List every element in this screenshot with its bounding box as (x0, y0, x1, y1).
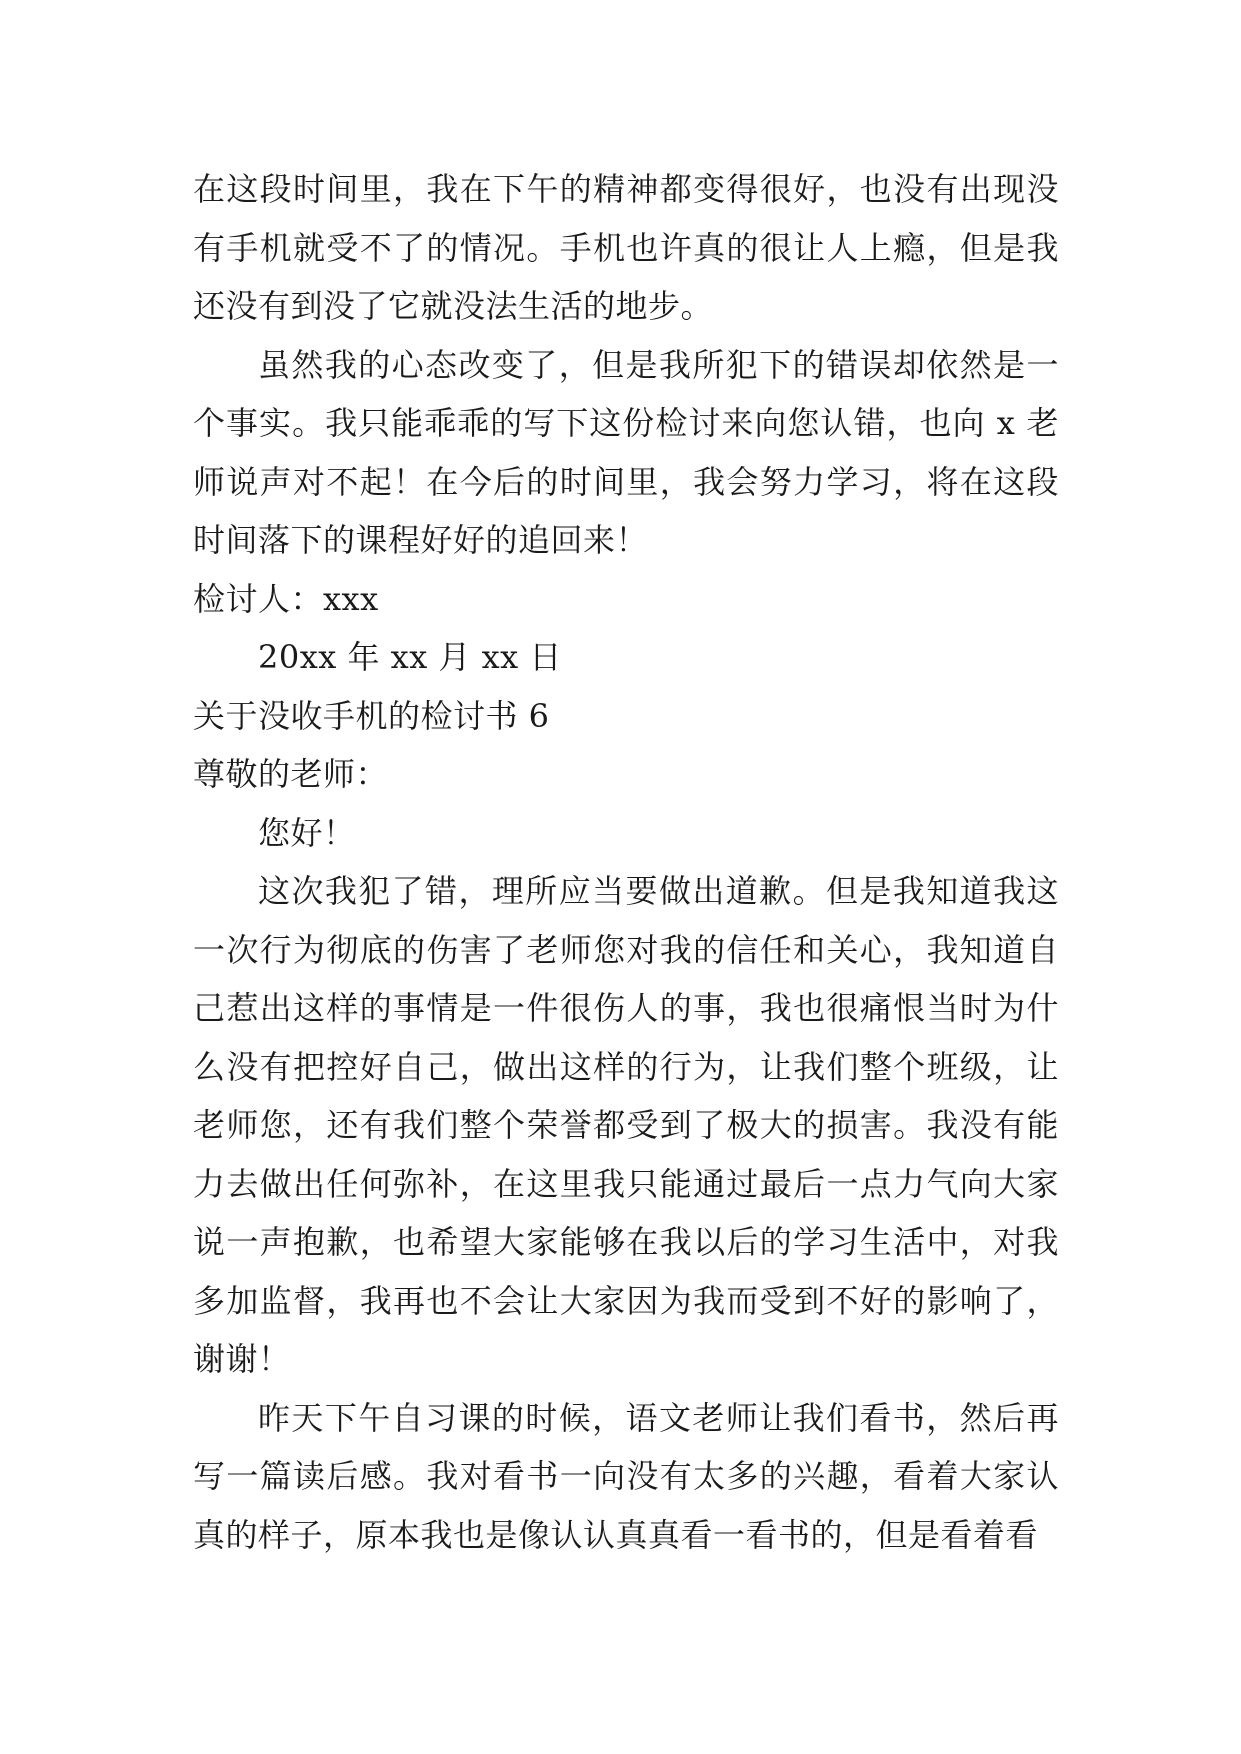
text-line: 多加监督，我再也不会让大家因为我而受到不好的影响了， (193, 1281, 1059, 1320)
salutation (193, 745, 1059, 804)
text-line: 20xx 年 xx 月 xx 日 (258, 638, 562, 676)
text-line: 这次我犯了错，理所应当要做出道歉。但是我知道我这 (258, 872, 1059, 910)
text-line: 么没有把控好自己，做出这样的行为，让我们整个班级，让 (193, 1047, 1059, 1086)
para-regret (193, 862, 1059, 1389)
text-line: 检讨人：xxx (193, 579, 379, 618)
text-line: 在这段时间里，我在下午的精神都变得很好，也没有出现没 (193, 170, 1059, 208)
text-line: 您好！ (258, 813, 356, 852)
text-line: 真的样子，原本我也是像认认真真看一看书的，但是看着看 (193, 1515, 1039, 1554)
text-line: 时间落下的课程好好的追回来！ (193, 521, 649, 559)
text-line: 谢谢！ (193, 1340, 291, 1378)
text-line: 个事实。我只能乖乖的写下这份检讨来向您认错，也向 x 老 (193, 404, 1059, 442)
text-line: 老师您，还有我们整个荣誉都受到了极大的损害。我没有能 (193, 1106, 1059, 1144)
text-line: 还没有到没了它就没法生活的地步。 (193, 287, 714, 325)
text-line: 关于没收手机的检讨书 6 (193, 696, 550, 735)
para-continuation (193, 160, 1059, 336)
date-line (193, 628, 1059, 687)
greeting (193, 804, 1059, 863)
text-line: 尊敬的老师： (193, 755, 389, 793)
text-line: 说一声抱歉，也希望大家能够在我以后的学习生活中，对我 (193, 1223, 1059, 1261)
section-title (193, 687, 1059, 746)
para-apology (193, 336, 1059, 570)
text-line: 有手机就受不了的情况。手机也许真的很让人上瘾，但是我 (193, 228, 1059, 267)
text-line: 写一篇读后感。我对看书一向没有太多的兴趣，看着大家认 (193, 1457, 1059, 1495)
text-line: 己惹出这样的事情是一件很伤人的事，我也很痛恨当时为什 (193, 989, 1059, 1027)
text-line: 一次行为彻底的伤害了老师您对我的信任和关心，我知道自 (193, 930, 1059, 969)
text-line: 力去做出任何弥补，在这里我只能通过最后一点力气向大家 (193, 1164, 1059, 1203)
signature-line (193, 570, 1059, 629)
text-line: 师说声对不起！在今后的时间里，我会努力学习，将在这段 (193, 462, 1059, 501)
text-line: 虽然我的心态改变了，但是我所犯下的错误却依然是一 (258, 345, 1059, 384)
para-story (193, 1389, 1059, 1565)
document-body (193, 160, 1059, 1564)
text-line: 昨天下午自习课的时候，语文老师让我们看书，然后再 (258, 1398, 1059, 1437)
